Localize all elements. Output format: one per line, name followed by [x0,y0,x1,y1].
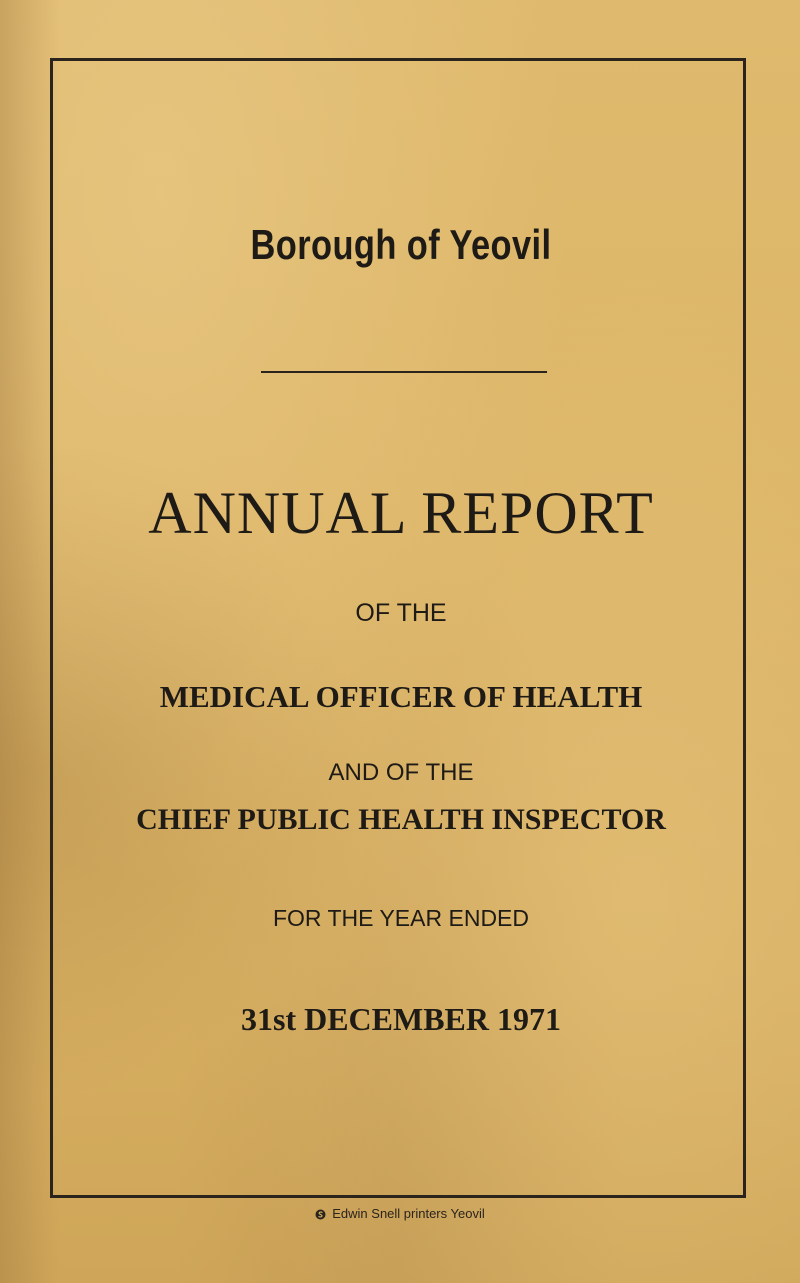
cover-border-frame [50,58,746,1198]
printer-mark-icon [315,1209,326,1220]
horizontal-rule [261,371,547,373]
year-ended-text: FOR THE YEAR ENDED [272,905,530,931]
of-the-text: OF THE [355,599,447,627]
borough-heading: Borough of Yeovil [250,221,552,268]
printer-imprint [0,1206,800,1221]
medical-officer-text: MEDICAL OFFICER OF HEALTH [159,679,643,714]
and-of-the-text: AND OF THE [328,759,474,786]
health-inspector-text: CHIEF PUBLIC HEALTH INSPECTOR [136,803,666,836]
report-date: 31st DECEMBER 1971 [240,1001,561,1037]
printer-text: Edwin Snell printers Yeovil [332,1206,485,1221]
report-title: ANNUAL REPORT [148,480,654,546]
